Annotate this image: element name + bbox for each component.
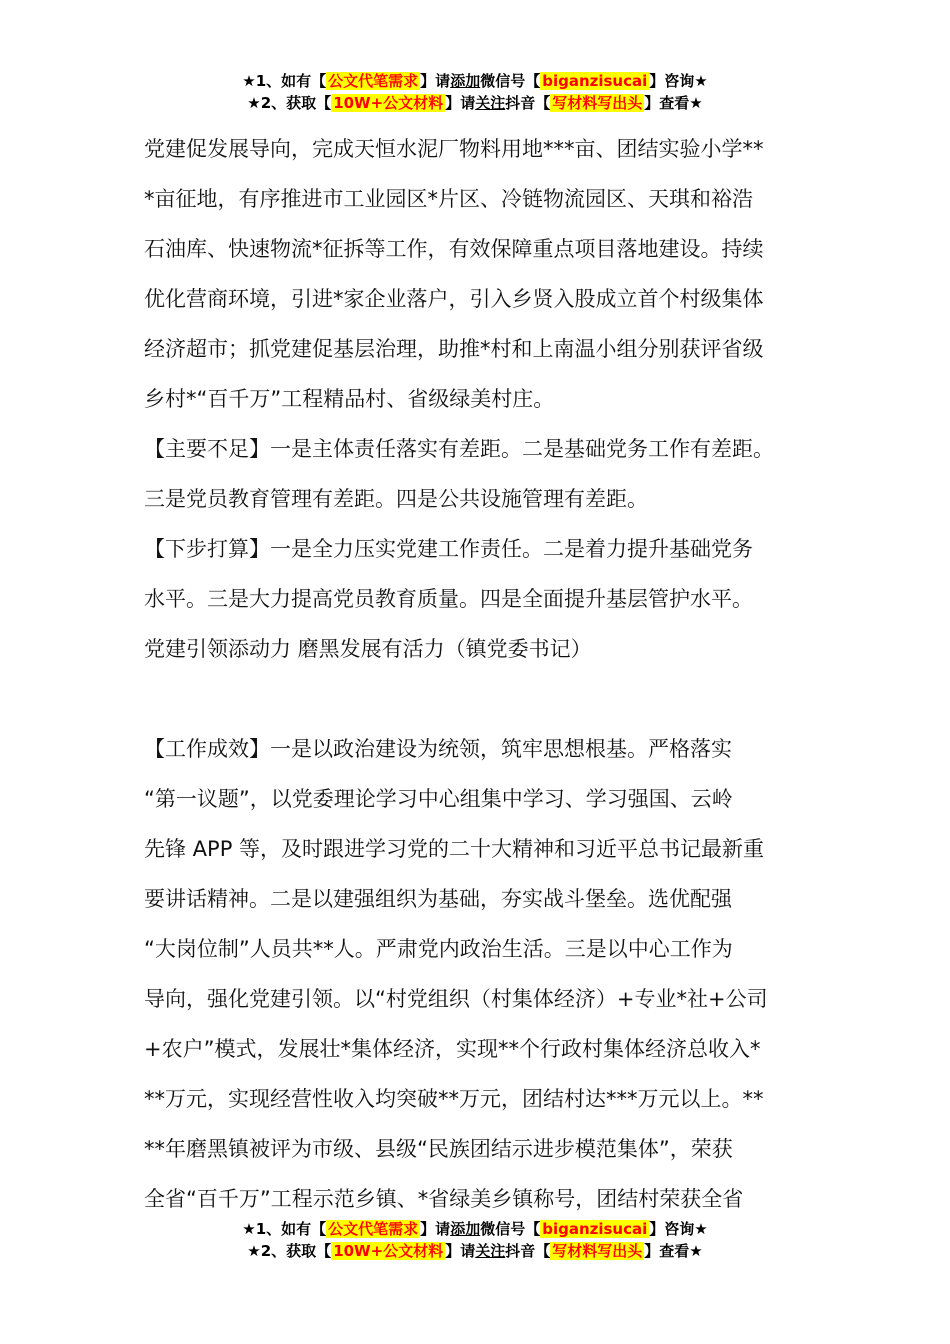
body-line: 全省“百千万”工程示范乡镇、*省绿美乡镇称号，团结村荣获全省 xyxy=(144,1187,744,1211)
banner-highlight: 写材料写出头 xyxy=(552,1242,643,1260)
banner-line-2 xyxy=(0,92,950,114)
body-line: +农户”模式，发展壮*集体经济，实现**个行政村集体经济总收入* xyxy=(144,1037,761,1061)
banner-text: 抖音【 xyxy=(505,94,551,112)
banner-text: 】咨询★ xyxy=(649,1220,708,1238)
body-line: 优化营商环境，引进*家企业落户，引入乡贤入股成立首个村级集体 xyxy=(144,287,764,311)
banner-line-2 xyxy=(0,1240,950,1262)
footer-banner xyxy=(0,1218,950,1262)
header-banner xyxy=(0,70,950,114)
body-line: 先锋 APP 等，及时跟进学习党的二十大精神和习近平总书记最新重 xyxy=(144,837,765,861)
banner-highlight: biganzisucai xyxy=(542,1220,648,1238)
body-line: 【工作成效】一是以政治建设为统领，筑牢思想根基。严格落实 xyxy=(144,737,732,761)
body-line: “大岗位制”人员共**人。严肃党内政治生活。三是以中心工作为 xyxy=(144,937,733,961)
body-line: 水平。三是大力提高党员教育质量。四是全面提升基层管护水平。 xyxy=(144,587,753,611)
body-line: 导向，强化党建引领。以“村党组织（村集体经济）+专业*社+公司 xyxy=(144,987,768,1011)
body-line: 党建促发展导向，完成天恒水泥厂物料用地***亩、团结实验小学** xyxy=(144,137,764,161)
banner-text: ★1、如有【 xyxy=(242,1220,327,1238)
banner-text: 微信号【 xyxy=(480,1220,541,1238)
banner-underlined-text: 关注 xyxy=(475,1242,506,1260)
banner-text: 】请 xyxy=(445,94,476,112)
banner-highlight: 10W+公文材料 xyxy=(333,94,444,112)
banner-text: 微信号【 xyxy=(480,72,541,90)
banner-text: 】请 xyxy=(420,72,451,90)
body-line: 三是党员教育管理有差距。四是公共设施管理有差距。 xyxy=(144,487,648,511)
body-line: **万元，实现经营性收入均突破**万元，团结村达***万元以上。** xyxy=(144,1087,764,1111)
banner-highlight: biganzisucai xyxy=(542,72,648,90)
banner-text: ★2、获取【 xyxy=(247,94,332,112)
banner-text: ★2、获取【 xyxy=(247,1242,332,1260)
banner-text: 】查看★ xyxy=(644,1242,703,1260)
body-line: “第一议题”，以党委理论学习中心组集中学习、学习强国、云岭 xyxy=(144,787,733,811)
banner-line-1 xyxy=(0,1218,950,1240)
body-line: 要讲话精神。二是以建强组织为基础，夯实战斗堡垒。选优配强 xyxy=(144,887,732,911)
section-title: 党建引领添动力 磨黑发展有活力（镇党委书记） xyxy=(144,637,592,661)
body-line: 【下步打算】一是全力压实党建工作责任。二是着力提升基础党务 xyxy=(144,537,753,561)
body-line: *亩征地，有序推进市工业园区*片区、冷链物流园区、天琪和裕浩 xyxy=(144,187,753,211)
body-line: 乡村*“百千万”工程精品村、省级绿美村庄。 xyxy=(144,387,555,411)
banner-text: 抖音【 xyxy=(505,1242,551,1260)
banner-highlight: 公文代笔需求 xyxy=(328,72,419,90)
body-line: 石油库、快速物流*征拆等工作，有效保障重点项目落地建设。持续 xyxy=(144,237,764,261)
body-line: 经济超市；抓党建促基层治理，助推*村和上南温小组分别获评省级 xyxy=(144,337,764,361)
banner-underlined-text: 添加 xyxy=(450,72,481,90)
banner-text: ★1、如有【 xyxy=(242,72,327,90)
banner-text: 】查看★ xyxy=(644,94,703,112)
banner-highlight: 写材料写出头 xyxy=(552,94,643,112)
document-body xyxy=(144,124,824,1224)
banner-line-1 xyxy=(0,70,950,92)
banner-text: 】请 xyxy=(445,1242,476,1260)
banner-text: 】请 xyxy=(420,1220,451,1238)
banner-highlight: 10W+公文材料 xyxy=(333,1242,444,1260)
banner-highlight: 公文代笔需求 xyxy=(328,1220,419,1238)
body-line: 【主要不足】一是主体责任落实有差距。二是基础党务工作有差距。 xyxy=(144,437,774,461)
blank-line xyxy=(144,674,824,724)
banner-underlined-text: 关注 xyxy=(475,94,506,112)
banner-text: 】咨询★ xyxy=(649,72,708,90)
banner-underlined-text: 添加 xyxy=(450,1220,481,1238)
body-line: **年磨黑镇被评为市级、县级“民族团结示进步模范集体”，荣获 xyxy=(144,1137,733,1161)
